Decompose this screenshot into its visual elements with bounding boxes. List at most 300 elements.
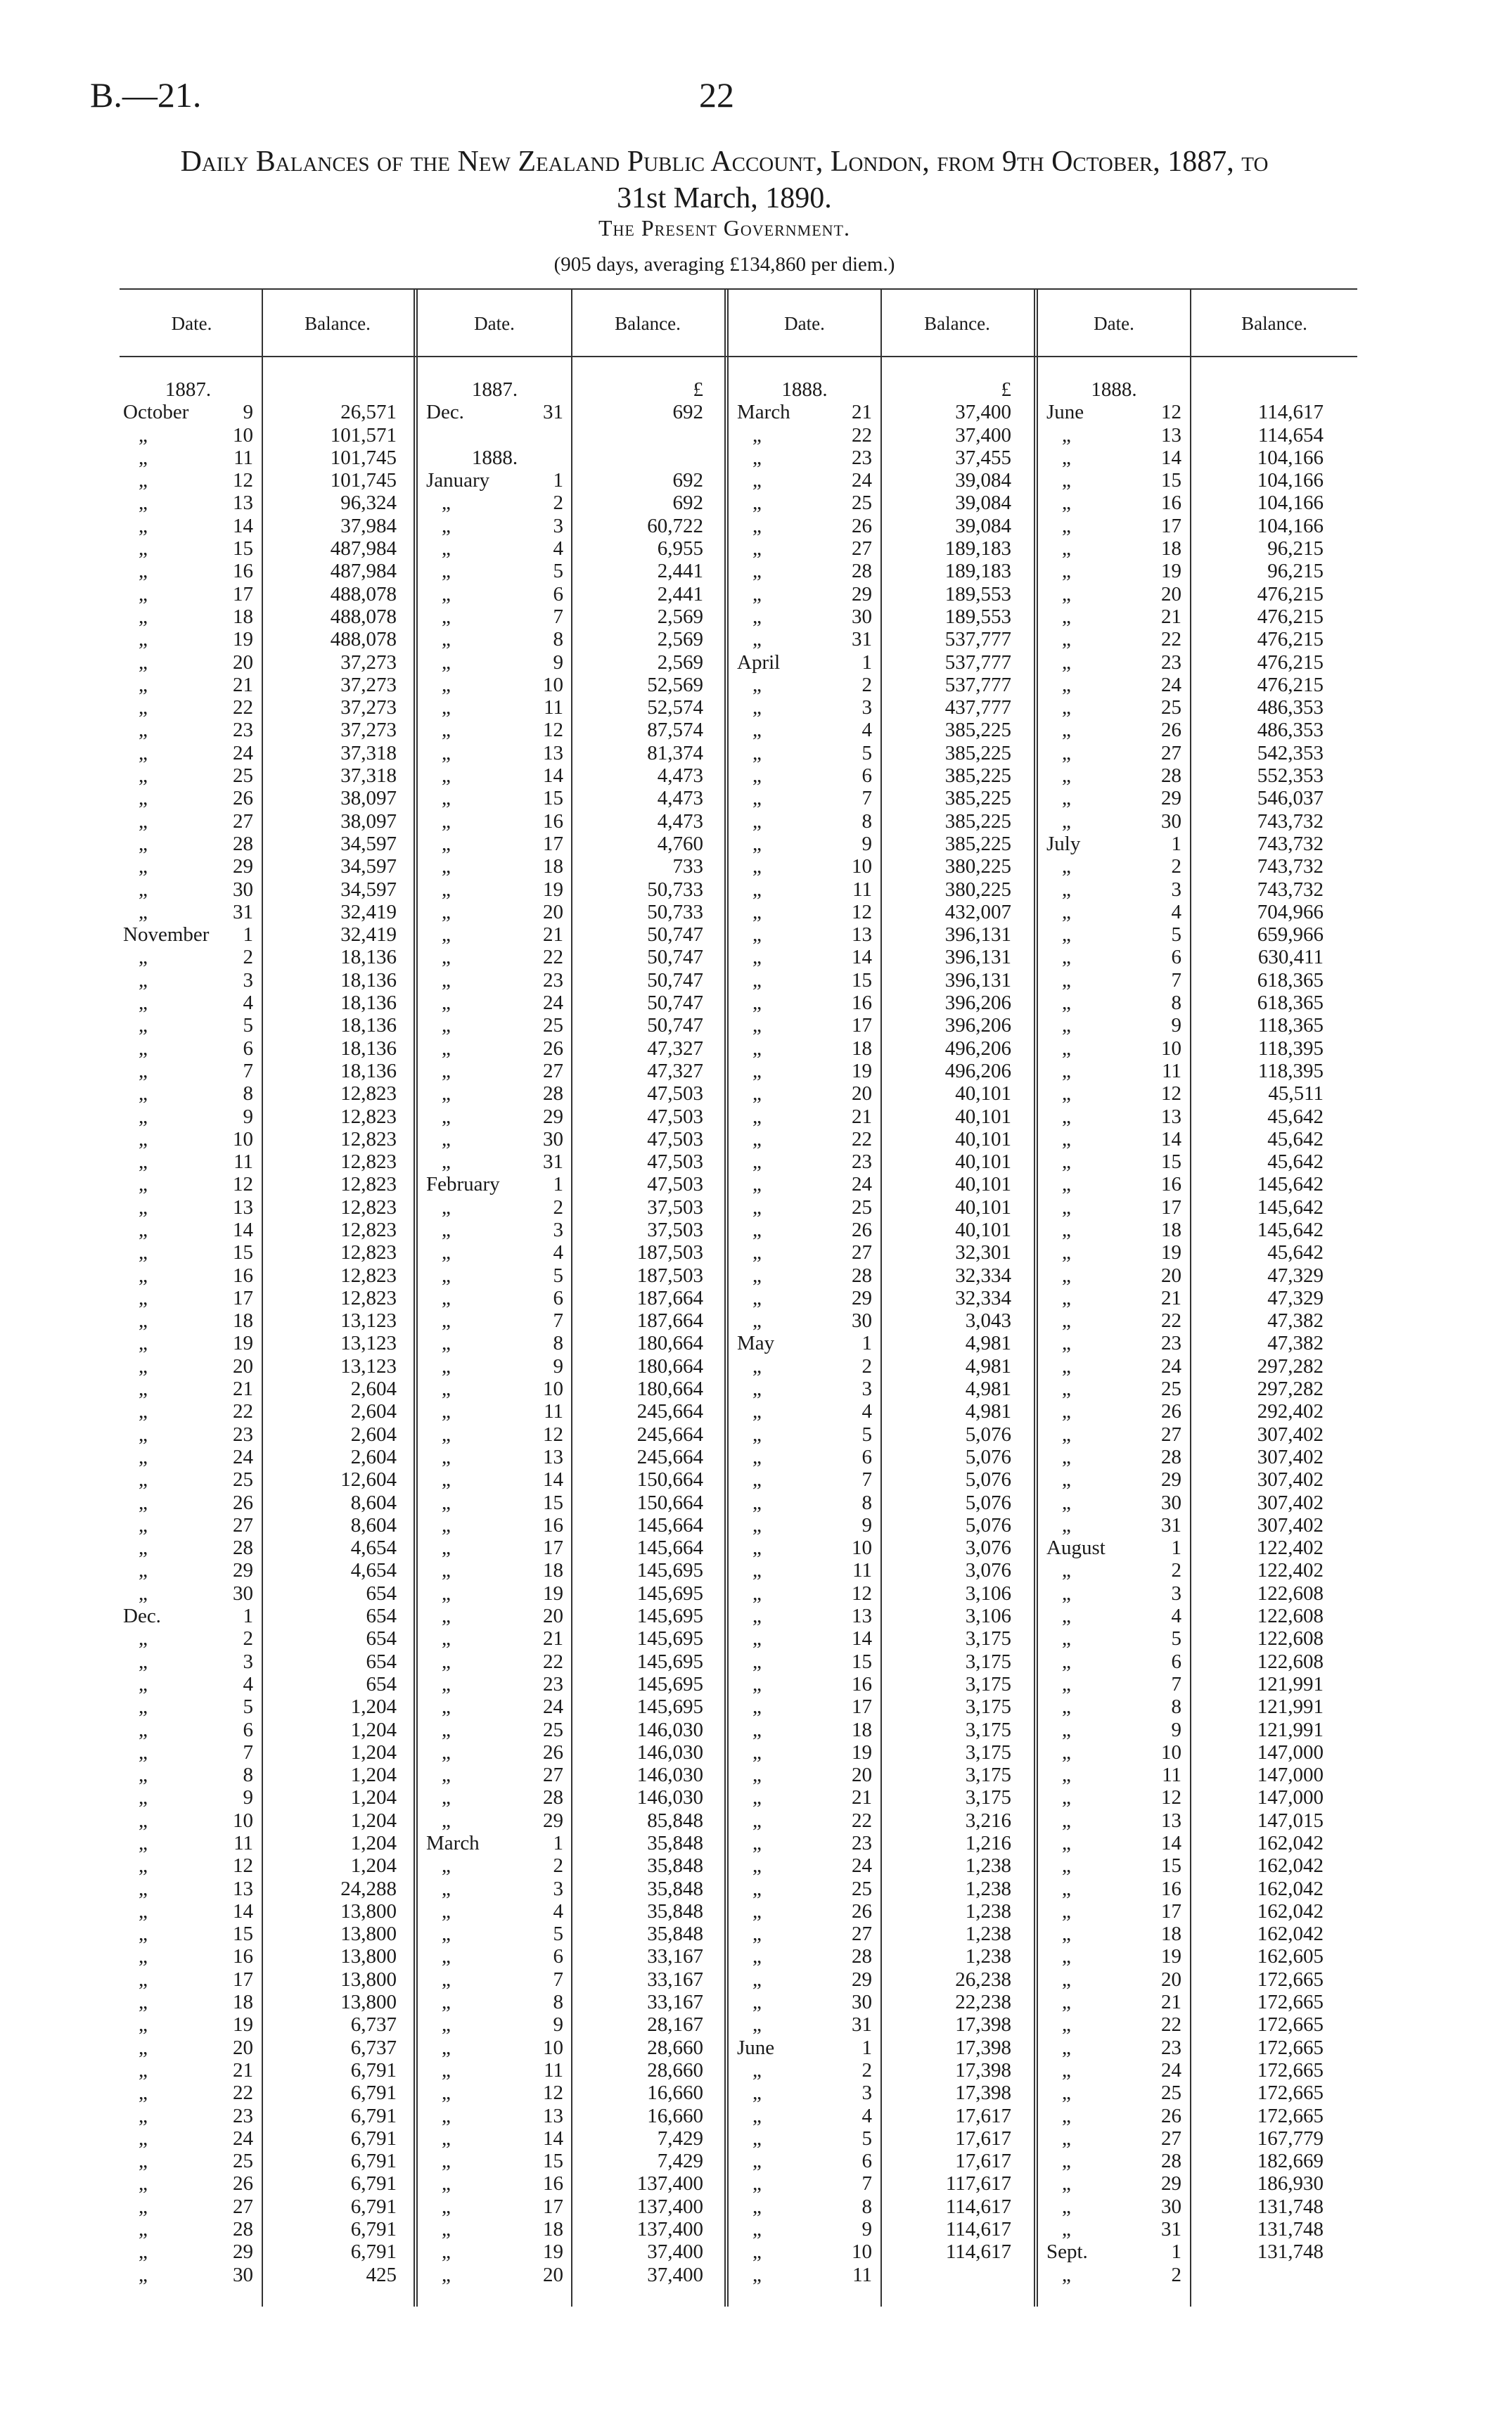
date-month-label: „ bbox=[1062, 1195, 1071, 1219]
balance-cell: 1,238 bbox=[965, 1899, 1011, 1923]
balance-cell: 37,503 bbox=[647, 1218, 703, 1241]
date-day-label: 13 bbox=[1161, 423, 1181, 447]
date-month-label: „ bbox=[139, 1899, 148, 1923]
date-day-label: 14 bbox=[1161, 446, 1181, 469]
date-cell bbox=[426, 1537, 563, 1559]
balance-cell: 37,318 bbox=[340, 741, 397, 764]
date-month-label: „ bbox=[1062, 1491, 1071, 1514]
balance-cell: 145,642 bbox=[1257, 1218, 1324, 1241]
date-day-label: 14 bbox=[1161, 1832, 1181, 1854]
balance-cell: 145,695 bbox=[636, 1605, 703, 1628]
date-day-label: 18 bbox=[233, 605, 253, 628]
balance-cell: 146,030 bbox=[636, 1764, 703, 1787]
date-cell bbox=[1046, 1173, 1181, 1195]
balance-cell: 18,136 bbox=[340, 1014, 397, 1037]
balance-cell: 182,669 bbox=[1257, 2150, 1324, 2173]
date-month-label: „ bbox=[139, 1877, 148, 1900]
balance-cell: 12,823 bbox=[340, 1082, 397, 1105]
balance-cell: 6,791 bbox=[350, 2172, 397, 2195]
date-day-label: 30 bbox=[1161, 2195, 1181, 2218]
date-cell bbox=[1046, 992, 1181, 1014]
date-month-label: „ bbox=[1062, 1854, 1071, 1878]
balance-cell: 692 bbox=[672, 492, 703, 515]
date-day-label: 20 bbox=[852, 1764, 872, 1787]
balance-cell: 537,777 bbox=[944, 673, 1011, 696]
balance-cell: 385,225 bbox=[944, 809, 1011, 833]
balance-cell: 145,664 bbox=[636, 1537, 703, 1560]
balance-cell: 476,215 bbox=[1257, 673, 1324, 696]
date-cell bbox=[1046, 923, 1181, 946]
date-day-label: 16 bbox=[1161, 1877, 1181, 1900]
balance-cell: 2,441 bbox=[657, 582, 703, 605]
date-cell bbox=[737, 1378, 872, 1400]
date-cell bbox=[123, 1264, 253, 1287]
date-month-label: „ bbox=[752, 741, 762, 764]
date-day-label: 25 bbox=[1161, 1378, 1181, 1401]
date-cell bbox=[426, 1991, 563, 2013]
date-day-label: 4 bbox=[1171, 1605, 1181, 1628]
date-month-label: „ bbox=[1062, 673, 1071, 696]
balance-cell: 2,604 bbox=[350, 1423, 397, 1446]
date-day-label: 25 bbox=[543, 1014, 563, 1037]
date-day-label: 30 bbox=[852, 1991, 872, 2014]
date-cell bbox=[737, 1695, 872, 1718]
date-cell bbox=[426, 1832, 563, 1854]
balance-cell: 37,273 bbox=[340, 673, 397, 696]
date-month-label: „ bbox=[442, 1559, 451, 1582]
date-month-label: „ bbox=[139, 1650, 148, 1673]
date-month-label: „ bbox=[442, 2150, 451, 2173]
balance-cell: 52,569 bbox=[647, 673, 703, 696]
date-cell bbox=[426, 1923, 563, 1945]
date-cell bbox=[123, 1786, 253, 1809]
date-month-label: „ bbox=[442, 1378, 451, 1401]
balance-cell: 659,966 bbox=[1257, 923, 1324, 947]
date-day-label: 3 bbox=[861, 2082, 872, 2105]
date-month-label: „ bbox=[1062, 1173, 1071, 1196]
balance-cell: 1,238 bbox=[965, 1923, 1011, 1946]
date-cell bbox=[1046, 1219, 1181, 1241]
date-day-label: 13 bbox=[233, 1877, 253, 1900]
date-cell bbox=[426, 1878, 563, 1900]
date-day-label: 20 bbox=[852, 1082, 872, 1105]
date-day-label: 3 bbox=[1171, 1582, 1181, 1605]
balance-cell: 47,382 bbox=[1267, 1332, 1324, 1355]
date-cell bbox=[123, 878, 253, 901]
date-cell bbox=[123, 1287, 253, 1309]
balance-cell: 396,206 bbox=[944, 1014, 1011, 1037]
date-month-label: „ bbox=[442, 1354, 451, 1378]
date-day-label: 10 bbox=[543, 673, 563, 696]
date-cell bbox=[1046, 742, 1181, 764]
balance-cell: 137,400 bbox=[636, 2172, 703, 2195]
date-month-label: „ bbox=[1062, 1218, 1071, 1241]
date-day-label: 16 bbox=[233, 560, 253, 583]
balance-cell: 13,123 bbox=[340, 1354, 397, 1378]
date-day-label: 16 bbox=[1161, 1173, 1181, 1196]
date-cell bbox=[1046, 1945, 1181, 1968]
date-day-label: 24 bbox=[852, 469, 872, 492]
date-month-label: „ bbox=[752, 1923, 762, 1946]
date-month-label: „ bbox=[752, 1740, 762, 1764]
date-month-label: „ bbox=[1062, 855, 1071, 878]
date-day-label: 24 bbox=[233, 2127, 253, 2150]
table-title-continued: 31st March, 1890. bbox=[617, 182, 832, 214]
date-cell bbox=[123, 1241, 253, 1264]
date-month-label: „ bbox=[442, 1945, 451, 1968]
date-month-label: „ bbox=[1062, 1740, 1071, 1764]
balance-cell: 487,984 bbox=[330, 537, 397, 560]
date-month-label: „ bbox=[752, 1559, 762, 1582]
balance-cell: 1,204 bbox=[350, 1740, 397, 1764]
date-cell bbox=[123, 560, 253, 582]
date-day-label: 26 bbox=[233, 787, 253, 810]
date-month-label: „ bbox=[139, 2263, 148, 2286]
balance-cell: 39,084 bbox=[955, 514, 1011, 537]
date-month-label: „ bbox=[752, 2172, 762, 2195]
balance-cell: 167,779 bbox=[1257, 2127, 1324, 2150]
date-day-label: 25 bbox=[233, 2150, 253, 2173]
date-month-label: „ bbox=[442, 1150, 451, 1174]
balance-cell: 81,374 bbox=[647, 741, 703, 764]
date-cell bbox=[123, 1309, 253, 1332]
date-day-label: 7 bbox=[1171, 1672, 1181, 1695]
date-month-label: „ bbox=[752, 2013, 762, 2037]
date-month-label: „ bbox=[442, 2240, 451, 2264]
date-cell bbox=[426, 1945, 563, 1968]
balance-cell: 618,365 bbox=[1257, 992, 1324, 1015]
balance-cell: 18,136 bbox=[340, 992, 397, 1015]
balance-cell: £ bbox=[1001, 378, 1011, 401]
date-day-label: 13 bbox=[543, 741, 563, 764]
date-month-label: „ bbox=[139, 1014, 148, 1037]
date-day-label: 13 bbox=[1161, 1809, 1181, 1832]
date-month-label: „ bbox=[752, 469, 762, 492]
date-month-label: „ bbox=[442, 1423, 451, 1446]
date-month-label: „ bbox=[1062, 1354, 1071, 1378]
balance-cell: 40,101 bbox=[955, 1082, 1011, 1105]
balance-cell: 297,282 bbox=[1257, 1354, 1324, 1378]
balance-cell: 537,777 bbox=[944, 628, 1011, 651]
date-day-label: 6 bbox=[861, 2150, 872, 2173]
date-month-label: March bbox=[426, 1832, 480, 1854]
balance-cell: 37,455 bbox=[955, 446, 1011, 469]
date-month-label: „ bbox=[1062, 1082, 1071, 1105]
balance-cell: 618,365 bbox=[1257, 968, 1324, 992]
date-day-label: 3 bbox=[553, 1877, 563, 1900]
table-subtitle: (905 days, averaging £134,860 per diem.) bbox=[553, 253, 895, 276]
date-month-label: „ bbox=[442, 1627, 451, 1650]
balance-cell: 114,617 bbox=[945, 2195, 1011, 2218]
date-month-label: „ bbox=[1062, 2104, 1071, 2127]
date-cell bbox=[426, 1014, 563, 1037]
date-month-label: „ bbox=[442, 514, 451, 537]
date-cell bbox=[737, 1900, 872, 1923]
date-month-label: January bbox=[426, 469, 490, 492]
date-day-label: 8 bbox=[553, 628, 563, 651]
date-cell bbox=[123, 1991, 253, 2013]
balance-cell: 2,569 bbox=[657, 628, 703, 651]
date-day-label: 30 bbox=[1161, 809, 1181, 833]
balance-cell: 137,400 bbox=[636, 2195, 703, 2218]
date-cell bbox=[123, 1923, 253, 1945]
date-column bbox=[1046, 378, 1181, 2286]
date-month-label: „ bbox=[139, 1491, 148, 1514]
date-day-label: 19 bbox=[543, 1582, 563, 1605]
date-cell bbox=[426, 2240, 563, 2263]
balance-column bbox=[263, 378, 397, 2286]
balance-cell: 1,204 bbox=[350, 1832, 397, 1854]
date-cell bbox=[737, 2127, 872, 2150]
date-month-label: „ bbox=[1062, 946, 1071, 969]
date-month-label: „ bbox=[1062, 514, 1071, 537]
date-day-label: 31 bbox=[543, 401, 563, 424]
date-cell bbox=[123, 855, 253, 878]
date-day-label: 7 bbox=[243, 1740, 253, 1764]
date-day-label: 31 bbox=[233, 900, 253, 923]
date-day-label: 10 bbox=[852, 855, 872, 878]
date-day-label: 18 bbox=[852, 1037, 872, 1060]
balance-cell: 476,215 bbox=[1257, 650, 1324, 674]
date-cell bbox=[737, 1878, 872, 1900]
column-header-date: Date. bbox=[784, 313, 825, 334]
date-day-label: 12 bbox=[233, 469, 253, 492]
date-day-label: 24 bbox=[852, 1854, 872, 1878]
date-month-label: March bbox=[737, 401, 790, 424]
date-cell bbox=[123, 1196, 253, 1219]
date-day-label: 14 bbox=[233, 1899, 253, 1923]
balance-cell: 186,930 bbox=[1257, 2172, 1324, 2195]
date-cell bbox=[426, 878, 563, 901]
date-day-label: 14 bbox=[543, 1468, 563, 1492]
balance-cell: 12,823 bbox=[340, 1195, 397, 1219]
date-day-label: 21 bbox=[233, 1378, 253, 1401]
date-month-label: „ bbox=[139, 2195, 148, 2218]
balance-column bbox=[572, 378, 703, 2286]
date-month-label: „ bbox=[139, 1945, 148, 1968]
date-cell bbox=[426, 1355, 563, 1378]
date-month-label: „ bbox=[442, 1582, 451, 1605]
date-cell bbox=[123, 1582, 253, 1605]
date-month-label: „ bbox=[139, 2036, 148, 2059]
date-cell bbox=[1046, 1719, 1181, 1741]
date-month-label: „ bbox=[139, 673, 148, 696]
date-month-label: „ bbox=[442, 1537, 451, 1560]
date-month-label: „ bbox=[442, 537, 451, 560]
table-section-heading: The Present Government. bbox=[598, 215, 850, 241]
date-cell bbox=[123, 447, 253, 469]
date-month-label: „ bbox=[1062, 650, 1071, 674]
date-day-label: 1 bbox=[553, 469, 563, 492]
date-cell bbox=[426, 2218, 563, 2240]
date-month-label: „ bbox=[442, 832, 451, 855]
date-cell bbox=[426, 1173, 563, 1195]
date-day-label: 11 bbox=[544, 2058, 563, 2082]
date-day-label: 11 bbox=[544, 696, 563, 719]
date-month-label: Dec. bbox=[123, 1605, 161, 1628]
date-day-label: 5 bbox=[553, 1923, 563, 1946]
date-cell bbox=[737, 447, 872, 469]
date-day-label: 22 bbox=[233, 2082, 253, 2105]
date-cell bbox=[426, 992, 563, 1014]
date-month-label: „ bbox=[752, 1195, 762, 1219]
date-cell bbox=[737, 1968, 872, 1991]
date-day-label: 1 bbox=[861, 2036, 872, 2059]
balance-cell: 385,225 bbox=[944, 832, 1011, 855]
date-day-label: 2 bbox=[1171, 855, 1181, 878]
balance-cell: 40,101 bbox=[955, 1105, 1011, 1128]
date-day-label: 30 bbox=[1161, 1491, 1181, 1514]
balance-cell: 245,664 bbox=[636, 1445, 703, 1468]
balance-cell: 39,084 bbox=[955, 492, 1011, 515]
date-month-label: „ bbox=[139, 1513, 148, 1537]
date-day-label: 21 bbox=[1161, 605, 1181, 628]
balance-cell: 85,848 bbox=[647, 1809, 703, 1832]
date-cell bbox=[737, 583, 872, 605]
date-month-label: „ bbox=[139, 1672, 148, 1695]
date-month-label: „ bbox=[1062, 628, 1071, 651]
date-month-label: „ bbox=[752, 1650, 762, 1673]
date-month-label: June bbox=[737, 2036, 775, 2059]
date-month-label: „ bbox=[442, 2263, 451, 2286]
date-month-label: „ bbox=[442, 1218, 451, 1241]
date-cell bbox=[123, 537, 253, 560]
date-day-label: 14 bbox=[543, 2127, 563, 2150]
date-cell bbox=[737, 1627, 872, 1650]
date-cell bbox=[1046, 1764, 1181, 1786]
date-month-label: „ bbox=[752, 1513, 762, 1537]
date-month-label: „ bbox=[1062, 1764, 1071, 1787]
balance-cell: 122,608 bbox=[1257, 1605, 1324, 1628]
balance-cell: 18,136 bbox=[340, 946, 397, 969]
block-divider bbox=[1034, 288, 1038, 2307]
date-cell bbox=[426, 583, 563, 605]
balance-cell: 32,334 bbox=[955, 1264, 1011, 1287]
date-cell bbox=[737, 901, 872, 923]
date-cell bbox=[1046, 1423, 1181, 1446]
date-day-label: 25 bbox=[233, 1468, 253, 1492]
date-cell bbox=[123, 2082, 253, 2104]
date-cell bbox=[737, 1786, 872, 1809]
date-day-label: 11 bbox=[233, 446, 253, 469]
date-cell bbox=[1046, 946, 1181, 968]
balance-cell bbox=[572, 424, 703, 447]
date-month-label: „ bbox=[442, 1695, 451, 1719]
date-day-label: 17 bbox=[1161, 514, 1181, 537]
date-cell bbox=[1046, 1287, 1181, 1309]
date-month-label: „ bbox=[442, 809, 451, 833]
date-cell bbox=[1046, 1605, 1181, 1627]
date-day-label: 6 bbox=[1171, 1650, 1181, 1673]
date-month-label: „ bbox=[442, 1468, 451, 1492]
date-cell bbox=[737, 1492, 872, 1514]
date-cell bbox=[737, 2013, 872, 2036]
date-cell bbox=[123, 1854, 253, 1877]
date-month-label: „ bbox=[1062, 696, 1071, 719]
date-day-label: 19 bbox=[852, 1059, 872, 1082]
date-cell bbox=[1046, 2082, 1181, 2104]
date-cell bbox=[737, 1741, 872, 1764]
balance-cell: 3,175 bbox=[965, 1764, 1011, 1787]
date-day-label: 16 bbox=[233, 1264, 253, 1287]
date-cell bbox=[123, 810, 253, 833]
balance-cell: 654 bbox=[366, 1605, 397, 1628]
date-day-label: 18 bbox=[1161, 1923, 1181, 1946]
balance-cell: 12,823 bbox=[340, 1241, 397, 1264]
balance-cell: 3,175 bbox=[965, 1740, 1011, 1764]
balance-cell: 17,617 bbox=[955, 2127, 1011, 2150]
date-cell bbox=[1046, 1241, 1181, 1264]
date-day-label: 28 bbox=[233, 2218, 253, 2241]
date-cell bbox=[737, 469, 872, 492]
date-cell bbox=[1046, 651, 1181, 674]
date-day-label: 26 bbox=[543, 1037, 563, 1060]
date-cell bbox=[426, 1309, 563, 1332]
balance-cell: 2,604 bbox=[350, 1445, 397, 1468]
date-cell bbox=[123, 1400, 253, 1423]
date-cell bbox=[123, 469, 253, 492]
date-cell bbox=[1046, 469, 1181, 492]
balance-cell: 35,848 bbox=[647, 1854, 703, 1878]
date-cell bbox=[426, 787, 563, 809]
date-cell bbox=[426, 2172, 563, 2195]
date-month-label: February bbox=[426, 1173, 500, 1196]
balance-cell: 118,395 bbox=[1257, 1059, 1324, 1082]
date-column bbox=[426, 378, 563, 2286]
date-month-label: „ bbox=[1062, 560, 1071, 583]
balance-cell: 35,848 bbox=[647, 1899, 703, 1923]
date-cell bbox=[737, 1537, 872, 1559]
date-cell bbox=[123, 1150, 253, 1173]
date-day-label: 24 bbox=[543, 992, 563, 1015]
date-cell bbox=[737, 1559, 872, 1582]
balance-cell: 122,402 bbox=[1257, 1559, 1324, 1582]
date-cell bbox=[1046, 1492, 1181, 1514]
balance-cell: 17,617 bbox=[955, 2150, 1011, 2173]
balance-cell: 432,007 bbox=[944, 900, 1011, 923]
balance-cell: 37,318 bbox=[340, 764, 397, 788]
date-cell bbox=[1046, 2264, 1181, 2286]
balance-cell: 7,429 bbox=[657, 2127, 703, 2150]
balance-cell: 12,823 bbox=[340, 1127, 397, 1150]
balance-cell: 34,597 bbox=[340, 878, 397, 901]
date-cell bbox=[1046, 2105, 1181, 2127]
balance-cell: 47,329 bbox=[1267, 1286, 1324, 1309]
date-month-label: „ bbox=[752, 787, 762, 810]
date-cell bbox=[426, 1264, 563, 1287]
date-month-label: „ bbox=[1062, 968, 1071, 992]
date-cell bbox=[737, 1923, 872, 1945]
date-day-label: 11 bbox=[852, 2263, 872, 2286]
balance-cell: 35,848 bbox=[647, 1832, 703, 1854]
balance-cell: 47,382 bbox=[1267, 1309, 1324, 1333]
date-month-label: „ bbox=[442, 1037, 451, 1060]
date-month-label: „ bbox=[752, 855, 762, 878]
balance-cell: 4,473 bbox=[657, 787, 703, 810]
date-cell bbox=[123, 923, 253, 946]
date-month-label: „ bbox=[442, 1014, 451, 1037]
date-day-label: 23 bbox=[852, 446, 872, 469]
date-cell bbox=[737, 878, 872, 901]
date-month-label: „ bbox=[1062, 787, 1071, 810]
date-month-label: „ bbox=[752, 2263, 762, 2286]
balance-cell: 654 bbox=[366, 1627, 397, 1650]
balance-cell: 692 bbox=[672, 469, 703, 492]
date-day-label: 1 bbox=[861, 1332, 872, 1355]
balance-cell: 122,608 bbox=[1257, 1627, 1324, 1650]
balance-cell bbox=[1191, 378, 1324, 401]
balance-cell: 114,617 bbox=[1257, 401, 1324, 424]
